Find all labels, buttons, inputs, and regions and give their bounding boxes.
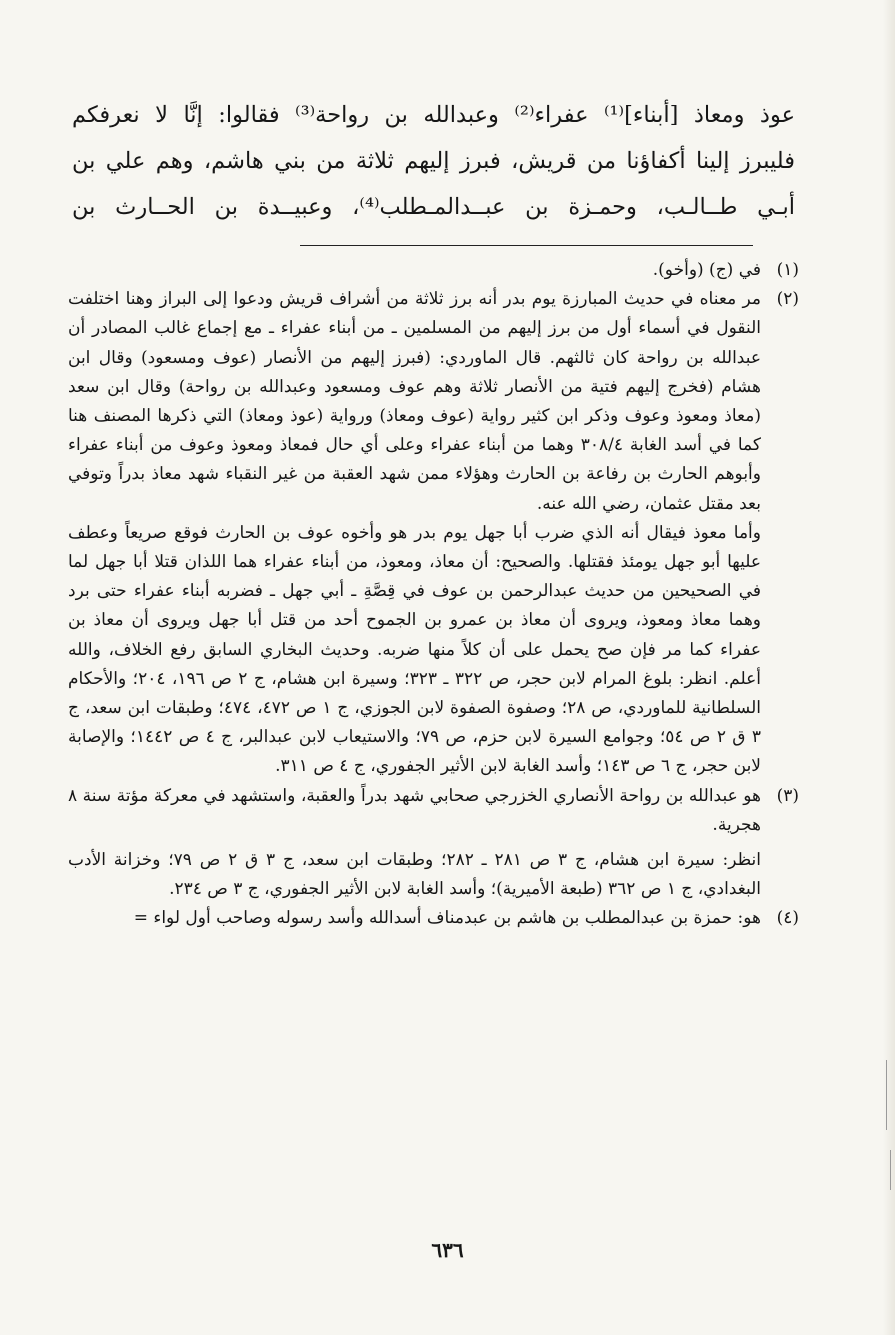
footnote-paragraph: وأما معوذ فيقال أنه الذي ضرب أبا جهل يوم بدر هو وأخوه عوف بن الحارث فوقع صريعاً وعطف عليها أبو جهل يومئذ فقتلها. والصحيح: أن معاذ، ومعوذ، من أبناء عفراء هما اللذان قتلا أبا جهل لما في الصحيحين من حديث عبدالرحمن بن عوف في قِصَّةِ ـ أبي جهل ـ فضربه أبناء عفراء حتى برد وهما معاذ ومعوذ، ويروى أن معاذ بن عمرو بن الجموح أحد من قتل أبا جهل ويروى أن معاذ بن عفراء كما مر فإن صح يحمل على أن كلاً منها ضربه. وحديث البخاري السابق رفع الخلاف، والله أعلم. انظر: بلوغ المرام لابن حجر، ص ٣٢٢ ـ ٣٢٣؛ وسيرة ابن هشام، ج ٢ ص ١٩٦، ٢٠٤؛ والأحكام السلطانية للماوردي، ص ٢٨؛ وصفوة الصفوة لابن الجوزي، ج ١ ص ٤٧٢، ٤٧٤؛ وطبقات ابن سعد، ج ٣ ق ٢ ص ٥٤؛ وجوامع السيرة لابن حزم، ص ٧٩؛ والاستيعاب لابن عبدالبر، ج ٤ ص ١٤٤٢؛ والإصابة لابن حجر، ج ٦ ص ١٤٣؛ وأسد الغابة لابن الأثير الجفوري، ج ٤ ص ٣١١.	[68, 522, 761, 777]
main-text-line: فليبرز إلينا أكفاؤنا من قريش، فبرز إليهم ثلاثة من بني هاشم، وهم علي بن	[72, 148, 795, 174]
footnote-4	[68, 904, 799, 933]
scan-edge	[883, 0, 895, 1335]
footnote-paragraph: هو عبدالله بن رواحة الأنصاري الخزرجي صحابي شهد بدراً والعقبة، واستشهد في معركة مؤتة سنة ٨ هجرية.	[68, 785, 761, 835]
footnote-3	[68, 782, 799, 905]
footnote-paragraph: انظر: سيرة ابن هشام، ج ٣ ص ٢٨١ ـ ٢٨٢؛ وطبقات ابن سعد، ج ٣ ق ٢ ص ٧٩؛ وخزانة الأدب البغدادي، ج ١ ص ٣٦٢ (طبعة الأميرية)؛ وأسد الغابة لابن الأثير الجفوري، ج ٣ ص ٢٣٤.	[68, 850, 761, 900]
footnote-1	[68, 256, 799, 285]
footnote-paragraph: في (ج) (وأخو).	[652, 260, 761, 280]
scan-edge-mark	[886, 1060, 887, 1130]
main-text-line: عوذ ومعاذ [أبناء]⁽¹⁾ عفراء⁽²⁾ وعبدالله بن رواحة⁽³⁾ فقالوا: إنَّا لا نعرفكم	[72, 102, 795, 128]
footnote-separator	[300, 245, 753, 246]
footnote-number: (٤)	[776, 908, 799, 929]
page-number: ٦٣٦	[431, 1238, 464, 1262]
footnote-paragraph: هو: حمزة بن عبدالمطلب بن هاشم بن عبدمناف أسدالله وأسد رسوله وصاحب أول لواء =	[133, 908, 761, 929]
scan-edge-mark	[890, 1150, 891, 1190]
footnote-body	[68, 285, 761, 781]
footnote-number: (٢)	[776, 289, 799, 310]
footnote-number: (١)	[776, 260, 799, 280]
footnote-body	[68, 782, 761, 905]
main-text	[72, 92, 795, 230]
main-text-line: أبـي طــالـب، وحمـزة بن عبــدالمـطلب⁽⁴⁾، وعبيــدة بن الحــارث بن	[72, 194, 795, 220]
footnote-body	[68, 904, 761, 933]
footnotes	[68, 256, 799, 934]
footnote-number: (٣)	[776, 785, 799, 806]
footnote-body	[68, 256, 761, 285]
footnote-2	[68, 285, 799, 781]
footnote-paragraph: مر معناه في حديث المبارزة يوم بدر أنه برز ثلاثة من أشراف قريش ودعوا إلى البراز وهنا اختلفت النقول في أسماء أول من برز إليهم من المسلمين ـ من أبناء عفراء ـ مع إجماع غالب المصادر أن عبدالله بن رواحة كان ثالثهم. قال الماوردي: (فبرز إليهم من الأنصار (عوف ومسعود) وقال ابن هشام (فخرج إليهم فتية من الأنصار ثلاثة وهم عوف ومسعود وعبدالله بن رواحة) وقال ابن سعد (معاذ ومعوذ وعوف وذكر ابن كثير رواية (عوف ومعاذ) ورواية (عوذ ومعاذ) التي ذكرها المصنف هنا كما في أسد الغابة ٣٠٨/٤ وهما من أبناء عفراء وعلى أي حال فمعاذ ومعوذ وعوف من أبناء عفراء وأبوهم الحارث بن رفاعة بن الحارث وهؤلاء ممن شهد العقبة من غير النقباء شهد معاذ بدراً وتوفي بعد مقتل عثمان، رضي الله عنه.	[68, 289, 761, 514]
